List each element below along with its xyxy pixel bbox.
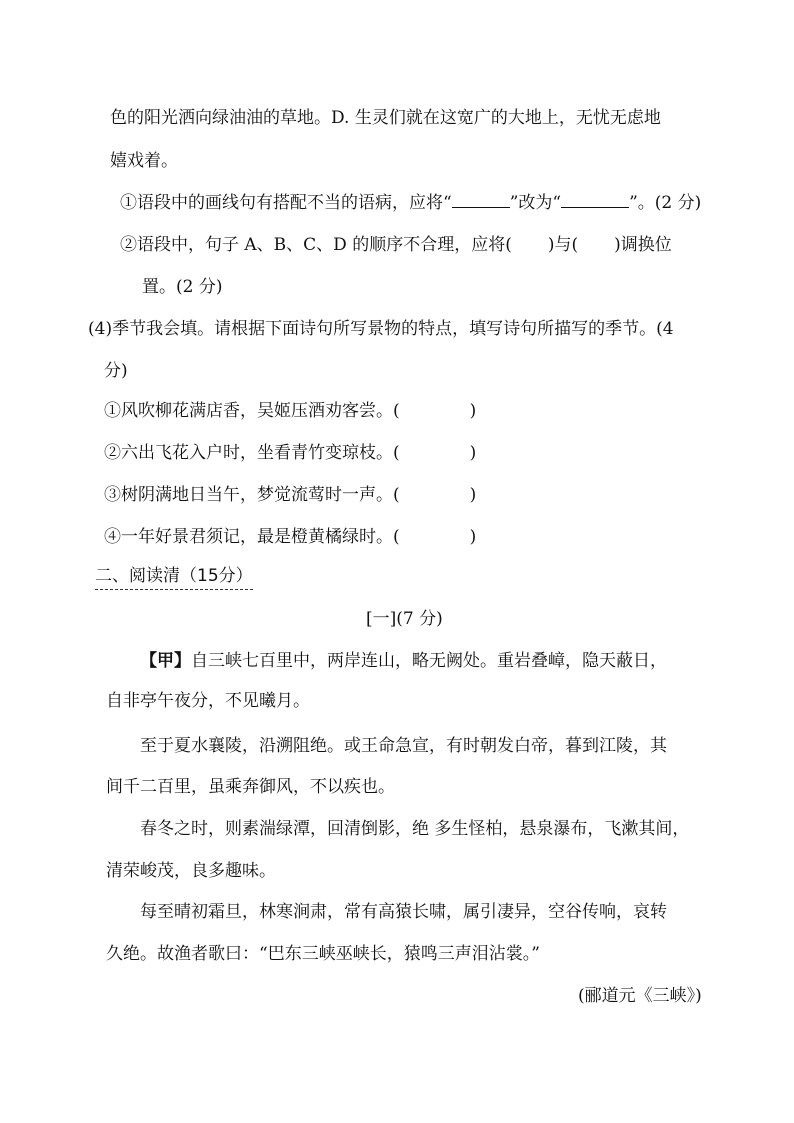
passage-label: 【甲】 (140, 651, 191, 671)
section-heading: 二、阅读清（15分） (95, 565, 253, 590)
reading-line: 间千二百里，虽乘奔御风，不以疾也。 (106, 777, 395, 797)
poem-text: ①风吹柳花满店香，吴姬压酒劝客尝。( (104, 401, 400, 421)
passage-text: 自三峡七百里中，两岸连山，略无阙处。重岩叠嶂，隐天蔽日， (191, 651, 667, 671)
paragraph-line: 色的阳光洒向绿油油的草地。D. 生灵们就在这宽广的大地上，无忧无虑地 (110, 108, 661, 128)
sub-question-2-cont: 置。(2 分) (142, 277, 223, 297)
question-4-intro-cont: 分) (104, 361, 128, 381)
paren-close: ) (469, 401, 477, 421)
question-4-intro: (4)季节我会填。请根据下面诗句所写景物的特点，填写诗句所描写的季节。(4 (88, 319, 674, 339)
sub-question-text: ”。(2 分) (629, 193, 702, 213)
sub-question-text: ”改为“ (509, 193, 562, 213)
reading-line: 清荣峻茂，良多趣味。 (106, 861, 276, 881)
poem-item (104, 400, 476, 422)
paren-close: ) (469, 443, 477, 463)
sub-question-text: ①语段中的画线句有搭配不当的语病，应将“ (120, 193, 452, 213)
paren-close: ) (469, 527, 477, 547)
sub-question-text: )调换位 (614, 235, 672, 255)
poem-text: ③树阴满地日当午，梦觉流莺时一声。( (104, 485, 400, 505)
answer-blank[interactable] (561, 193, 629, 208)
poem-item (104, 526, 476, 548)
answer-blank[interactable] (452, 193, 510, 208)
sub-question-2 (120, 234, 672, 256)
poem-text: ②六出飞花入户时，坐看青竹变琼枝。( (104, 443, 400, 463)
sub-question-text: ②语段中，句子 A、B、C、D 的顺序不合理，应将( (120, 235, 512, 255)
sub-question-1 (120, 192, 701, 214)
poem-item (104, 442, 476, 464)
poem-item (104, 484, 476, 506)
sub-question-text: )与( (547, 235, 579, 255)
reading-line: 至于夏水襄陵，沿溯阻绝。或王命急宣，有时朝发白帝，暮到江陵，其 (140, 736, 667, 756)
reading-line: 久绝。故渔者歌曰：“巴东三峡巫峡长，猿鸣三声泪沾裳。” (106, 944, 540, 964)
sub-heading: [一](7 分) (366, 609, 443, 629)
poem-text: ④一年好景君须记，最是橙黄橘绿时。( (104, 527, 400, 547)
reading-line: 每至晴初霜旦，林寒涧肃，常有高猿长啸，属引凄异，空谷传响，哀转 (140, 902, 667, 922)
paragraph-line: 嬉戏着。 (110, 151, 178, 171)
source-citation: (郦道元《三峡》) (578, 986, 702, 1006)
reading-line: 春冬之时，则素湍绿潭，回清倒影，绝 多生怪柏，悬泉瀑布，飞漱其间， (140, 819, 690, 839)
reading-paragraph (140, 650, 667, 672)
reading-line: 自非亭午夜分，不见曦月。 (106, 691, 310, 711)
paren-close: ) (469, 485, 477, 505)
